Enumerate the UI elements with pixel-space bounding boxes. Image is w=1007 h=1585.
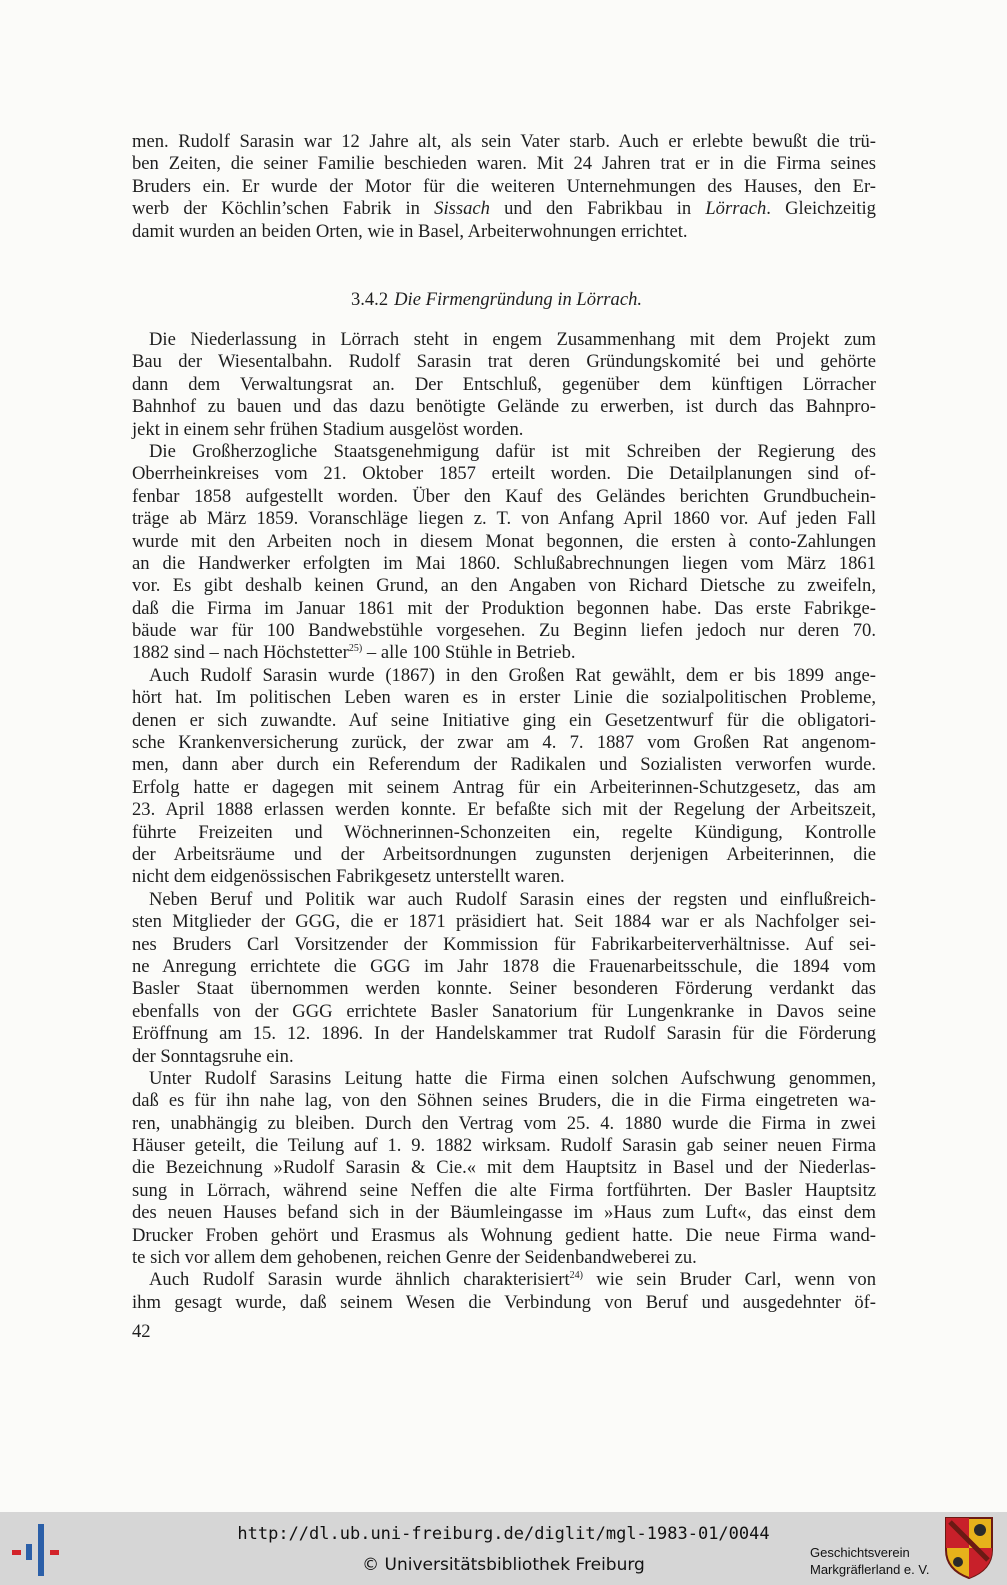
text-line: jekt in einem sehr frühen Stadium ausgelöst worden. — [132, 418, 524, 440]
text-line: Oberrheinkreises vom 21. Oktober 1857 erteilt worden. Die Detailplanungen sind of- — [132, 463, 876, 485]
text-line: nicht dem eidgenössischen Fabrikgesetz unterstellt waren. — [132, 866, 565, 888]
text-line: Drucker Froben gehört und Erasmus als Wohnung gedient hatte. Die neue Firma wand- — [132, 1224, 876, 1246]
text-line: Eröffnung am 15. 12. 1896. In der Handelskammer trat Rudolf Sarasin für die Förderung — [132, 1023, 876, 1045]
text-line: hört hat. Im politischen Leben waren es in erster Linie die sozialpolitischen Probleme, — [132, 687, 876, 709]
text-line: Bau der Wiesentalbahn. Rudolf Sarasin trat deren Gründungskomité bei und gehörte — [132, 351, 876, 373]
text-line: men, dann aber durch ein Referendum der Radikalen und Sozialisten verworfen wurde. — [132, 754, 876, 776]
text-line: Die Großherzogliche Staatsgenehmigung dafür ist mit Schreiben der Regierung des — [149, 440, 876, 462]
text-line: damit wurden an beiden Orten, wie in Basel, Arbeiterwohnungen errichtet. — [132, 220, 688, 242]
coat-of-arms-icon — [944, 1516, 994, 1580]
text-line: ne Anregung errichtete die GGG im Jahr 1878 die Frauenarbeitsschule, die 1894 vom — [132, 955, 876, 977]
text-line: führte Freizeiten und Wöchnerinnen-Schonzeiten ein, regelte Kündigung, Kontrolle — [132, 821, 876, 843]
page-number: 42 — [132, 1321, 151, 1342]
text-run: . Gleichzeitig — [766, 198, 876, 220]
footnote-ref[interactable]: 24) — [569, 1270, 583, 1282]
section-heading — [0, 289, 1007, 311]
text-line: 23. April 1888 erlassen werden konnte. Er befaßte sich mit der Regelung der Arbeitszeit, — [132, 799, 876, 821]
text-line: Auch Rudolf Sarasin wurde (1867) in den Großen Rat gewählt, dem er bis 1899 ange- — [149, 664, 876, 686]
text-line: ben Zeiten, die seiner Familie beschieden waren. Mit 24 Jahren trat er in die Firma seines — [132, 153, 876, 175]
place-name-loerrach: Lörrach — [705, 198, 767, 220]
text-line: an die Handwerker erfolgten im Mai 1860. Schlußabrechnungen liegen vom März 1861 — [132, 552, 876, 574]
body-text — [132, 329, 876, 1314]
text-line — [132, 642, 876, 664]
text-line: Bahnhof zu bauen und das dazu benötigte Gelände zu erwerben, ist durch das Bahnpro- — [132, 396, 876, 418]
text-line: te sich vor allem dem gehobenen, reichen Genre der Seidenbandweberei zu. — [132, 1247, 697, 1269]
footer-bar — [0, 1512, 1007, 1585]
copyright-notice: © Universitätsbibliothek Freiburg — [362, 1555, 645, 1575]
document-url[interactable]: http://dl.ub.uni-freiburg.de/diglit/mgl-1983-01/0044 — [237, 1524, 770, 1544]
text-line — [132, 198, 876, 220]
text-line: ren, unabhängig zu bleiben. Durch den Vertrag vom 25. 4. 1880 wurde die Firma in zwei — [132, 1112, 876, 1134]
society-name-line: Geschichtsverein — [810, 1545, 910, 1560]
text-line: denen er sich zuwandte. Auf seine Initiative ging ein Gesetzentwurf für die obligatori- — [132, 709, 876, 731]
text-run: – alle 100 Stühle in Betrieb. — [362, 642, 576, 664]
text-line: Unter Rudolf Sarasins Leitung hatte die Firma einen solchen Aufschwung genommen, — [149, 1067, 876, 1089]
text-line: Bruders ein. Er wurde der Motor für die weiteren Unternehmungen des Hauses, den Er- — [132, 175, 876, 197]
text-line: sche Krankenversicherung zurück, der zwar am 4. 7. 1887 vom Großen Rat angenom- — [132, 732, 876, 754]
society-name-line: Markgräflerland e. V. — [810, 1562, 930, 1577]
society-name — [810, 1544, 934, 1578]
text-line: Basler Staat übernommen werden konnte. Seiner besonderen Förderung verdankt das — [132, 978, 876, 1000]
text-line: wurde mit den Arbeiten noch in diesem Monat begonnen, die ersten à conto-Zahlungen — [132, 530, 876, 552]
footnote-ref[interactable]: 25) — [348, 643, 363, 655]
intro-paragraph — [132, 131, 876, 243]
text-line: dann dem Verwaltungsrat an. Der Entschluß, gegenüber dem künftigen Lörracher — [132, 373, 876, 395]
text-line: ihm gesagt wurde, daß seinem Wesen die Verbindung von Beruf und ausgedehnter öf- — [132, 1291, 876, 1313]
text-line: des neuen Hauses befand sich in der Bäumleingasse im »Haus zum Luft«, das einst dem — [132, 1202, 876, 1224]
text-line: sung in Lörrach, während seine Neffen die alte Firma fortführten. Der Basler Hauptsitz — [132, 1179, 876, 1201]
text-line: Neben Beruf und Politik war auch Rudolf Sarasin eines der regsten und einflußreich- — [149, 888, 876, 910]
text-line: Erfolg hatte er dagegen mit seinem Antrag für ein Arbeiterinnen-Schutzgesetz, das am — [132, 776, 876, 798]
text-line: men. Rudolf Sarasin war 12 Jahre alt, als sein Vater starb. Auch er erlebte bewußt die trü- — [132, 131, 876, 152]
place-name-sissach: Sissach — [434, 198, 490, 220]
text-line: bäude war für 100 Bandwebstühle vorgesehen. Zu Beginn liefen jedoch nur deren 70. — [132, 620, 876, 642]
text-line: vor. Es gibt deshalb keinen Grund, an den Angaben von Richard Dietsche zu zweifeln, — [132, 575, 876, 597]
text-line: der Sonntagsruhe ein. — [132, 1045, 294, 1067]
text-line: ebenfalls von der GGG errichtete Basler Sanatorium für Lungenkranke in Davos seine — [132, 1000, 876, 1022]
text-line: daß es für ihn nahe lag, von den Söhnen seines Bruders, die in die Firma eingetreten wa- — [132, 1090, 876, 1112]
text-run: 1882 sind – nach Höchstetter — [132, 642, 349, 664]
text-line: daß die Firma im Januar 1861 mit der Produktion begonnen habe. Das erste Fabrikge- — [132, 597, 876, 619]
text-line: Die Niederlassung in Lörrach steht in engem Zusammenhang mit dem Projekt zum — [149, 329, 876, 350]
text-run: Auch Rudolf Sarasin wurde ähnlich charakterisiert — [149, 1269, 570, 1291]
section-number: 3.4.2 — [350, 289, 389, 310]
text-line — [132, 1269, 876, 1291]
text-run: und den Fabrikbau in — [489, 198, 706, 220]
section-title: Die Firmengründung in Lörrach. — [394, 289, 643, 310]
text-line: Häuser geteilt, die Teilung auf 1. 9. 1882 wirksam. Rudolf Sarasin gab seiner neuen Firma — [132, 1135, 876, 1157]
text-line: die Bezeichnung »Rudolf Sarasin & Cie.« mit dem Hauptsitz in Basel und der Niederlas- — [132, 1157, 876, 1179]
text-line: träge ab März 1859. Voranschläge liegen z. T. von Anfang April 1860 vor. Auf jeden Fall — [132, 508, 876, 530]
text-line: sten Mitglieder der GGG, die er 1871 präsidiert hat. Seit 1884 war er als Nachfolger sei- — [132, 911, 876, 933]
text-run: wie sein Bruder Carl, wenn von — [583, 1269, 876, 1291]
text-line: der Arbeitsräume und der Arbeitsordnungen zugunsten derjenigen Arbeiterinnen, die — [132, 843, 876, 865]
text-run: werb der Köchlin’schen Fabrik in — [132, 198, 435, 220]
text-line: fenbar 1858 aufgestellt worden. Über den Kauf des Geländes berichten Grundbuchein- — [132, 485, 876, 507]
text-line: nes Bruders Carl Vorsitzender der Kommission für Fabrikarbeiterverhältnisse. Auf sei- — [132, 933, 876, 955]
